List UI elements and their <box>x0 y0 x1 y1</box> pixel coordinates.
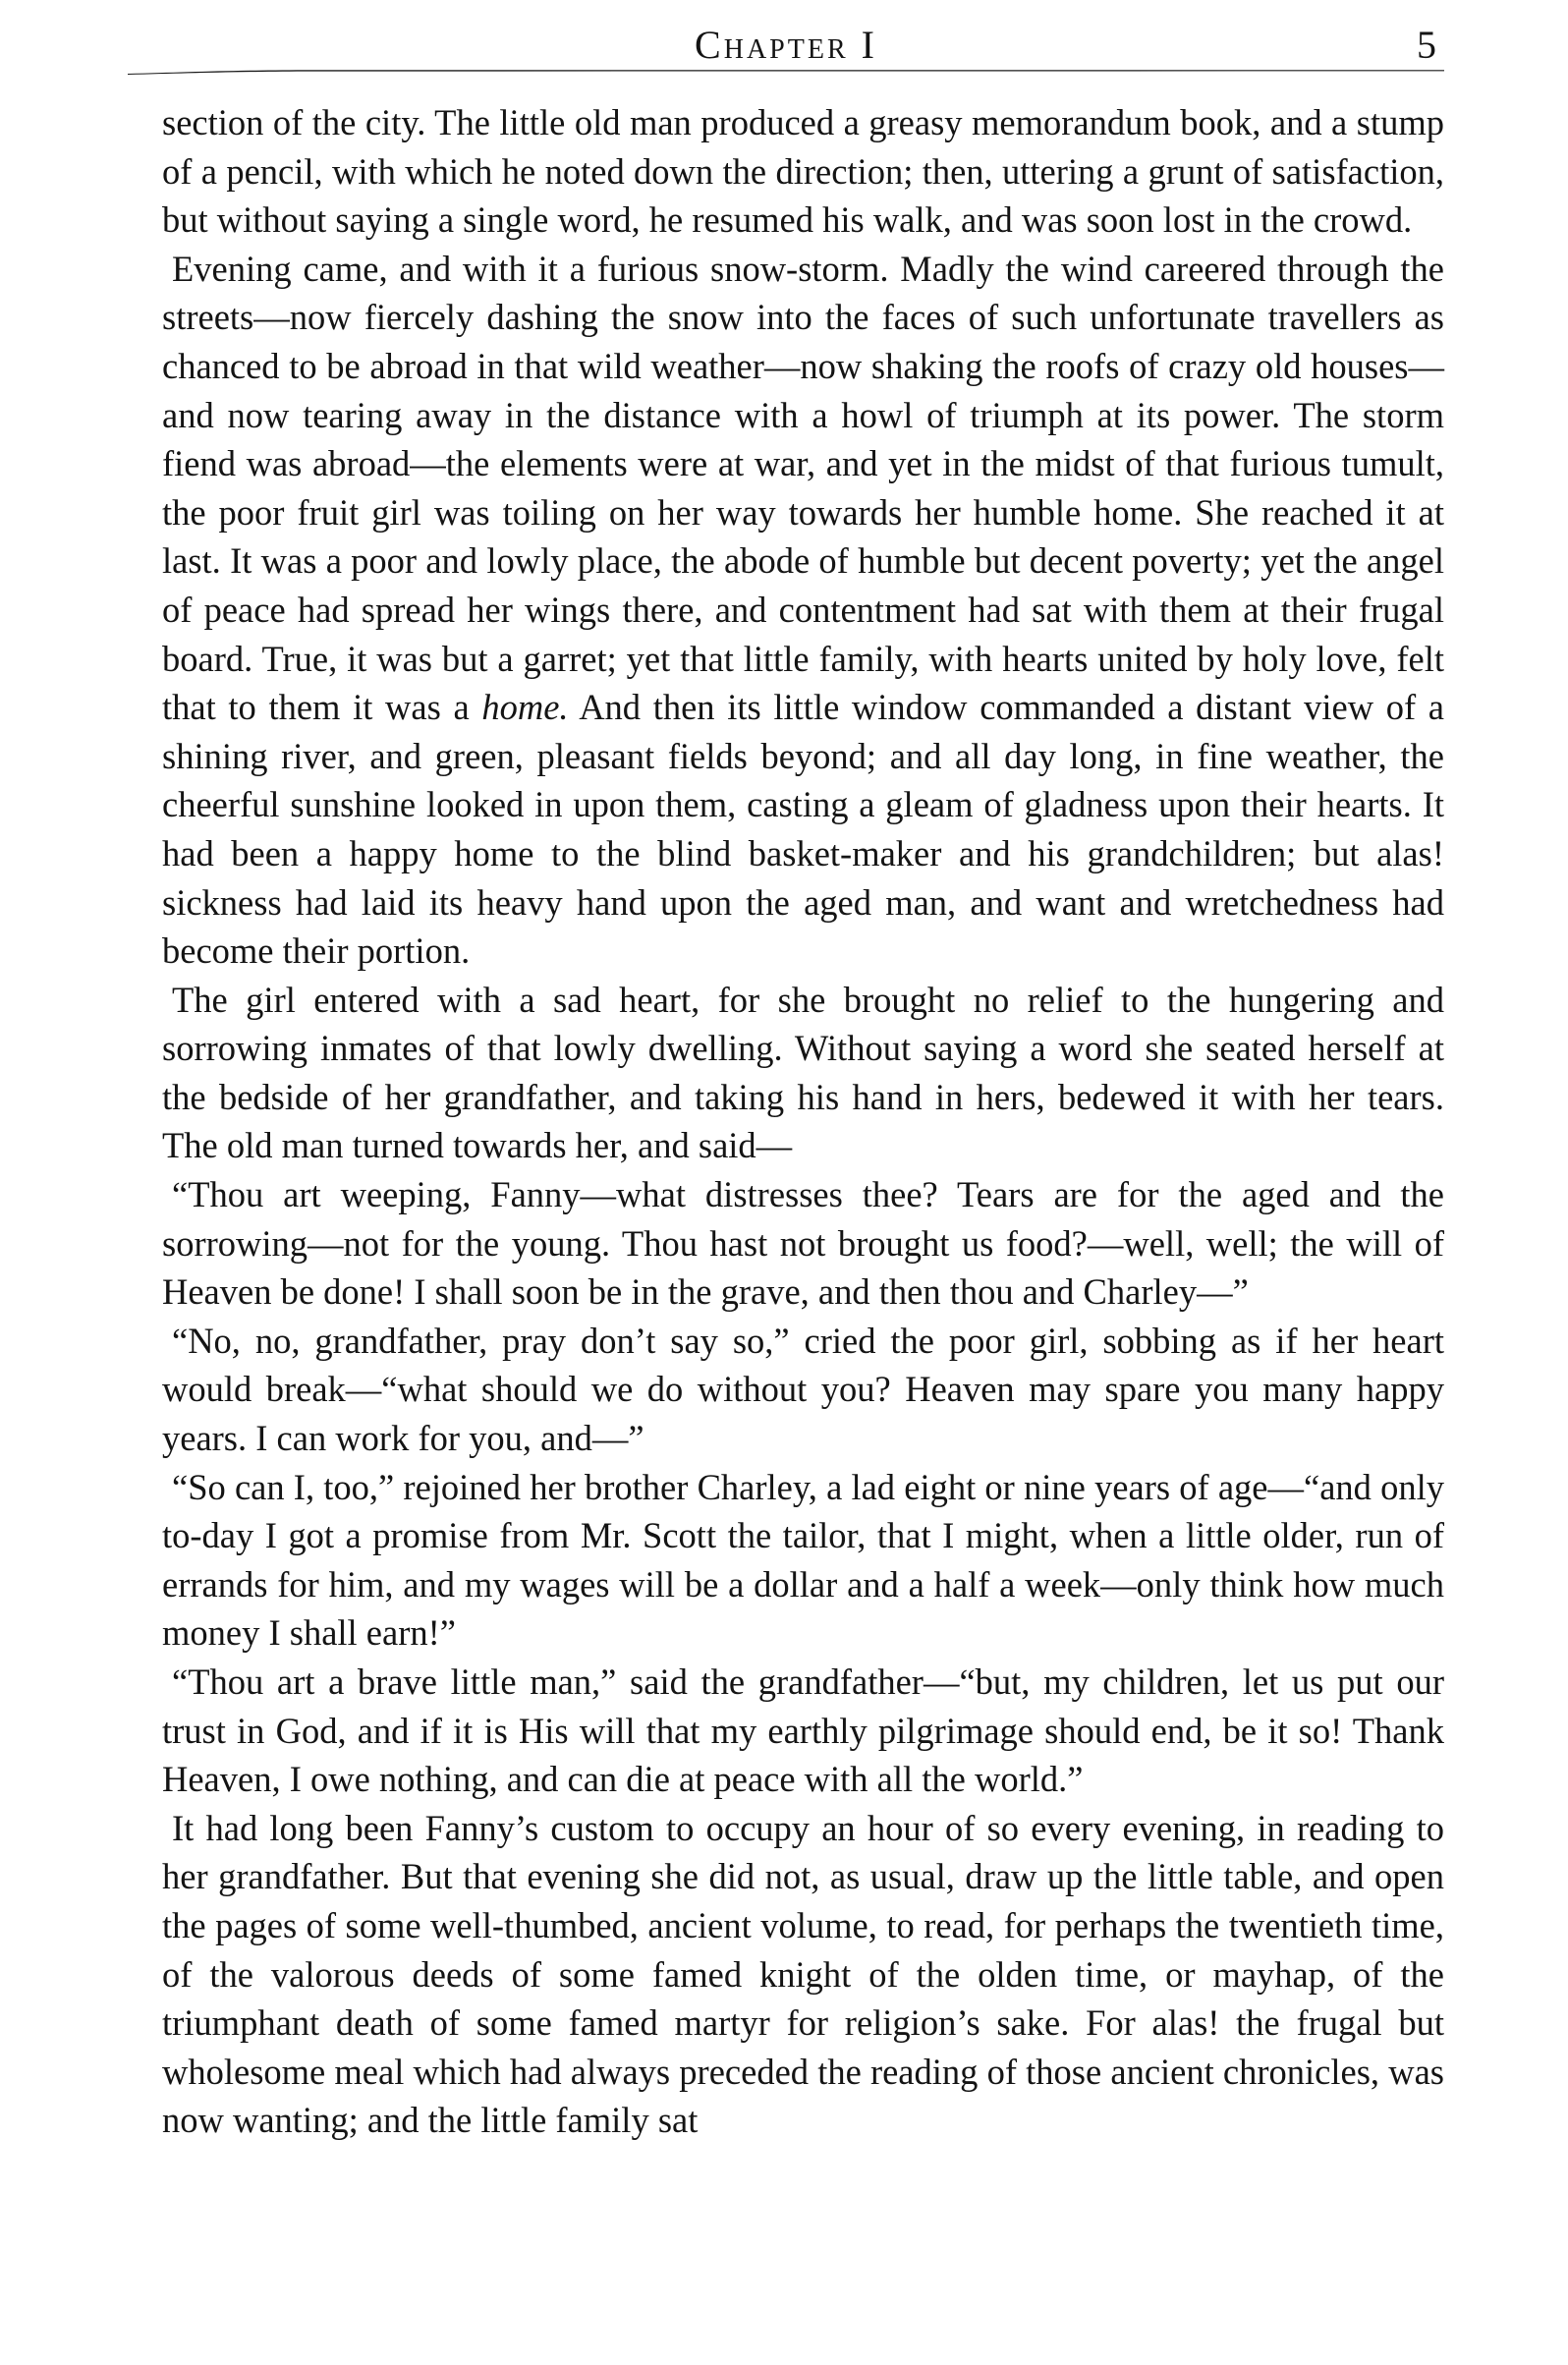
paragraph-text: Evening came, and with it a furious snow-storm. Madly the wind careered through the streets—now fiercely dashing the snow into the faces of such unfortunate travellers as chanced to be abroad in that wild weather—now shaking the roofs of crazy old houses—and now tearing away in the distance with a howl of triumph at its power. The storm fiend was abroad—the elements were at war, and yet in the midst of that furious tumult, the poor fruit girl was toiling on her way towards her humble home. She reached it at last. It was a poor and lowly place, the abode of humble but decent poverty; yet the angel of peace had spread her wings there, and contentment had sat with them at their frugal board. True, it was but a garret; yet that little family, with hearts united by holy love, felt that to them it was a <box>162 248 1444 728</box>
paragraph: The girl entered with a sad heart, for she brought no relief to the hungering and sorrowing inmates of that lowly dwelling. Without saying a word she seated herself at the bedside of her grandfather, and taking his hand in hers, bedewed it with her tears. The old man turned towards her, and said— <box>162 979 1444 1166</box>
chapter-title: Chapter I <box>695 23 877 67</box>
paragraph-text: And then its little window commanded a distant view of a shining river, and green, pleasant fields beyond; and all day long, in fine weather, the cheerful sunshine looked in upon them, casting a gleam of gladness upon their hearts. It had been a happy home to the blind basket-maker and his grandchildren; but alas! sickness had laid its heavy hand upon the aged man, and want and wretchedness had become their portion. <box>162 687 1444 972</box>
paragraph: “Thou art weeping, Fanny—what distresses thee? Tears are for the aged and the sorrowing—not for the young. Thou hast not brought us food?—well, well; the will of Heaven be done! I shall soon be in the grave, and then thou and Charley—” <box>162 1174 1444 1313</box>
paragraph: It had long been Fanny’s custom to occupy an hour of so every evening, in reading to her grandfather. But that evening she did not, as usual, draw up the little table, and open the pages of some well-thumbed, ancient volume, to read, for perhaps the twentieth time, of the valorous deeds of some famed knight of the olden time, or mayhap, of the triumphant death of some famed martyr for religion’s sake. For alas! the frugal but wholesome meal which had always preceded the reading of those ancient chronicles, was now wanting; and the little family sat <box>162 1807 1444 2141</box>
header-rule <box>128 69 1444 75</box>
paragraph: “Thou art a brave little man,” said the grandfather—“but, my children, let us put our trust in God, and if it is His will that my earthly pilgrimage should end, be it so! Thank Heaven, I owe nothing, and can die at peace with all the world.” <box>162 1661 1444 1800</box>
paragraph: section of the city. The little old man produced a greasy memorandum book, and a stump of a pencil, with which he noted down the direction; then, uttering a grunt of satisfaction, but without saying a single word, he resumed his walk, and was soon lost in the crowd. <box>162 102 1444 241</box>
page-number: 5 <box>1417 23 1436 67</box>
running-head <box>128 22 1444 69</box>
body-text <box>162 98 1444 2145</box>
paragraph <box>162 245 1444 976</box>
paragraph: “No, no, grandfather, pray don’t say so,” cried the poor girl, sobbing as if her heart would break—“what should we do without you? Heaven may spare you many happy years. I can work for you, and—” <box>162 1320 1444 1459</box>
paragraph: “So can I, too,” rejoined her brother Charley, a lad eight or nine years of age—“and only to-day I got a promise from Mr. Scott the tailor, that I might, when a little older, run of errands for him, and my wages will be a dollar and a half a week—only think how much money I shall earn!” <box>162 1466 1444 1654</box>
emphasis-text: home. <box>481 687 569 728</box>
